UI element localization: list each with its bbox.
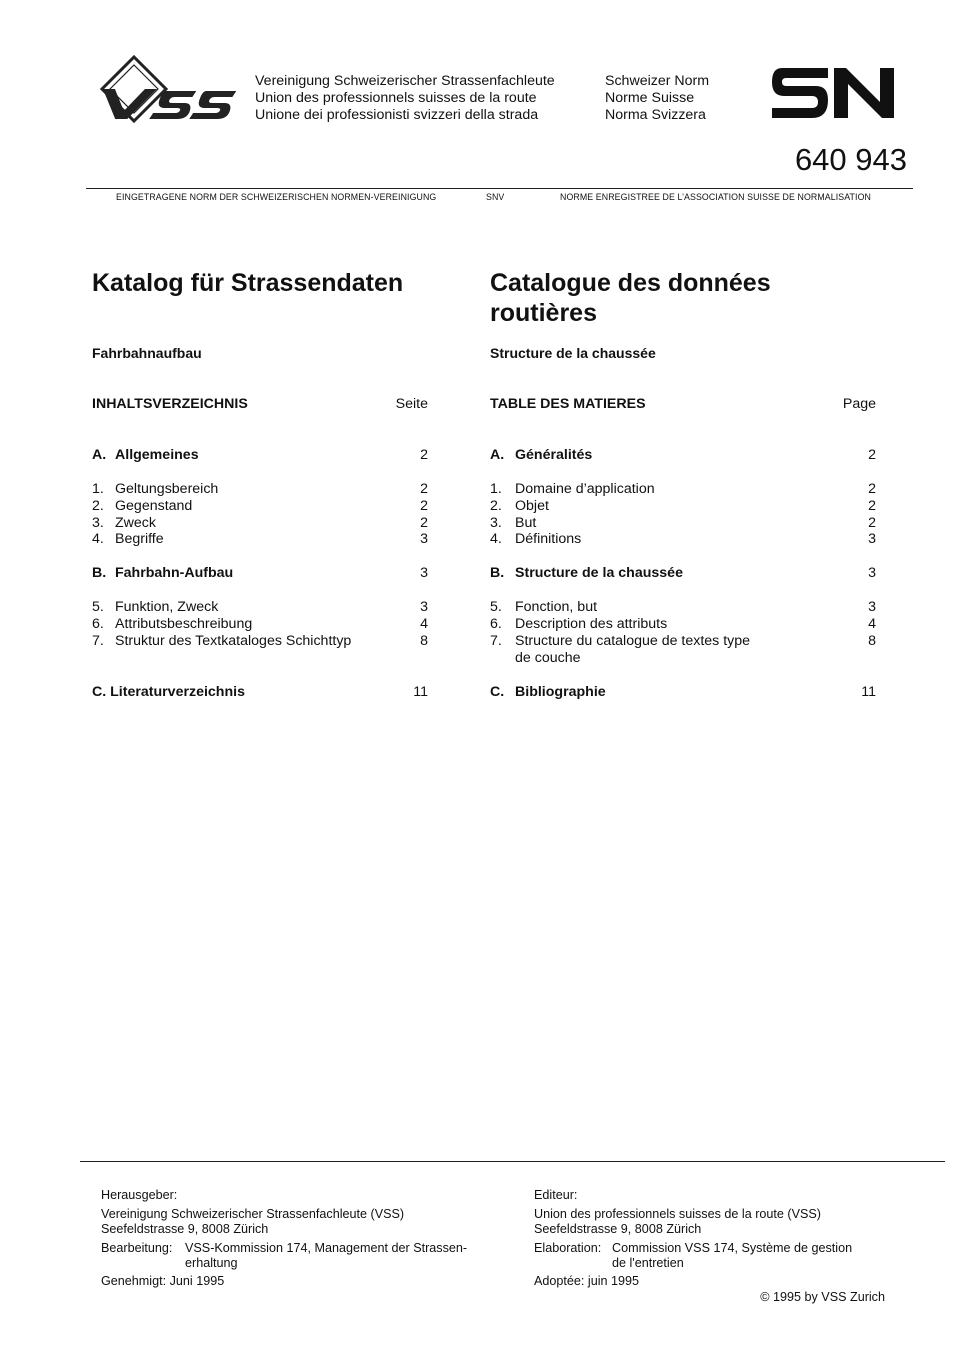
- norm-name-it: Norma Svizzera: [605, 107, 706, 123]
- editing-label-de: Bearbeitung:: [101, 1241, 173, 1255]
- toc-entry-number: 4.: [490, 531, 502, 547]
- org-name-it: Unione dei professionisti svizzeri della strada: [255, 107, 539, 123]
- toc-entry-number: 7.: [490, 633, 502, 649]
- footer-de: [101, 1188, 501, 1298]
- title-fr-line2: routières: [490, 299, 597, 327]
- toc-entry-number: 1.: [490, 481, 502, 497]
- toc-entry-text: Gegenstand: [115, 498, 193, 514]
- publisher-line2-de: Seefeldstrasse 9, 8008 Zürich: [101, 1222, 269, 1236]
- toc-entry-text: Définitions: [515, 531, 582, 547]
- toc-entry-text: Généralités: [515, 447, 593, 463]
- page-label-de: Seite: [395, 396, 428, 412]
- approved-de: Genehmigt: Juni 1995: [101, 1274, 225, 1288]
- toc-entry-text-continued: de couche: [515, 650, 581, 666]
- vss-logo: [96, 55, 238, 125]
- subtitle-de: Fahrbahnaufbau: [92, 345, 202, 361]
- publisher-line2-fr: Seefeldstrasse 9, 8008 Zürich: [534, 1222, 702, 1236]
- toc-entry-text: Domaine d’application: [515, 481, 655, 497]
- toc-entry-page: 11: [861, 684, 876, 700]
- title-de: Katalog für Strassendaten: [92, 269, 404, 297]
- title-fr: [490, 268, 771, 328]
- toc-entry-fr[interactable]: [490, 633, 876, 667]
- toc-entry-number: 6.: [490, 616, 502, 632]
- document-number: 640 943: [794, 142, 907, 177]
- subtitle-fr: Structure de la chaussée: [490, 345, 656, 361]
- toc-entry-number: 5.: [490, 599, 502, 615]
- toc-entry-number: 1.: [92, 481, 104, 497]
- sn-logo: [772, 68, 894, 118]
- toc-entry-page: 8: [420, 633, 428, 649]
- title-fr-line1: Catalogue des données: [490, 269, 771, 297]
- toc-entry-number: 5.: [92, 599, 104, 615]
- editing-label-fr: Elaboration:: [534, 1241, 602, 1255]
- header-rule: [86, 188, 913, 189]
- toc-entry-page: 11: [413, 684, 428, 700]
- toc-heading-de: INHALTSVERZEICHNIS: [92, 396, 248, 412]
- toc-entry-number: B.: [92, 565, 107, 581]
- norm-name-fr: Norme Suisse: [605, 90, 695, 106]
- registration-snv: SNV: [486, 192, 505, 202]
- publisher-label-fr: Editeur:: [534, 1188, 578, 1202]
- toc-entry-page: 3: [868, 565, 876, 581]
- toc-entry-text: Fonction, but: [515, 599, 598, 615]
- toc-entry-text: Funktion, Zweck: [115, 599, 219, 615]
- organisation-names: [255, 73, 555, 124]
- toc-entry-number: A.: [490, 447, 505, 463]
- page-label-fr: Page: [842, 396, 876, 412]
- toc-entry-text: Geltungsbereich: [115, 481, 219, 497]
- toc-entry-page: 2: [868, 447, 876, 463]
- org-name-fr: Union des professionnels suisses de la route: [255, 90, 537, 106]
- publisher-line1-de: Vereinigung Schweizerischer Strassenfachleute (VSS): [101, 1207, 405, 1221]
- toc-entry-text: Struktur des Textkataloges Schichttyp: [115, 633, 352, 649]
- toc-entry-number: B.: [490, 565, 505, 581]
- toc-entry-page: 2: [868, 498, 876, 514]
- toc-entry-text: Fahrbahn-Aufbau: [115, 565, 234, 581]
- toc-entry-number: 2.: [92, 498, 104, 514]
- toc-entry-text: But: [515, 515, 537, 531]
- toc-entry-page: 3: [868, 531, 876, 547]
- toc-entry-page: 4: [868, 616, 876, 632]
- editing-line1-de: VSS-Kommission 174, Management der Strassen-: [185, 1241, 468, 1255]
- toc-entry-text: Objet: [515, 498, 549, 514]
- editing-line2-de: erhaltung: [185, 1256, 238, 1270]
- toc-entry-number: 2.: [490, 498, 502, 514]
- editing-line2-fr: de l'entretien: [612, 1256, 684, 1270]
- toc-entry-page: 3: [868, 599, 876, 615]
- toc-entry-page: 2: [868, 481, 876, 497]
- toc-entry-page: 2: [420, 481, 428, 497]
- toc-entry-page: 2: [420, 498, 428, 514]
- toc-entry-text: Zweck: [115, 515, 156, 531]
- editing-line1-fr: Commission VSS 174, Système de gestion: [612, 1241, 853, 1255]
- approved-fr: Adoptée: juin 1995: [534, 1274, 640, 1288]
- toc-entry-page: 2: [420, 515, 428, 531]
- footer-rule: [80, 1161, 945, 1162]
- toc-entry-number: A.: [92, 447, 107, 463]
- toc-entry-page: 3: [420, 599, 428, 615]
- toc-heading-fr: TABLE DES MATIERES: [490, 396, 646, 412]
- toc-entry-number: C.: [490, 684, 505, 700]
- publisher-label-de: Herausgeber:: [101, 1188, 178, 1202]
- toc-entry-page: 8: [868, 633, 876, 649]
- toc-entry-number: 3.: [490, 515, 502, 531]
- toc-entry-page: 3: [420, 565, 428, 581]
- toc-entry-page: 3: [420, 531, 428, 547]
- toc-entry-text: Begriffe: [115, 531, 164, 547]
- copyright: © 1995 by VSS Zurich: [760, 1290, 885, 1304]
- toc-entry-number: 7.: [92, 633, 104, 649]
- publisher-line1-fr: Union des professionnels suisses de la route (VSS): [534, 1207, 822, 1221]
- toc-entry-text: C. Literaturverzeichnis: [92, 684, 245, 700]
- toc-entry-number: 4.: [92, 531, 104, 547]
- org-name-de: Vereinigung Schweizerischer Strassenfachleute: [255, 73, 555, 89]
- toc-entry-text: Attributsbeschreibung: [115, 616, 253, 632]
- toc-entry-text: Structure de la chaussée: [515, 565, 683, 581]
- toc-entry-number: 3.: [92, 515, 104, 531]
- toc-entry-page: 2: [420, 447, 428, 463]
- norm-names: [605, 73, 709, 124]
- toc-entry-text: Allgemeines: [115, 447, 199, 463]
- toc-entry-page: 2: [868, 515, 876, 531]
- registration-fr: NORME ENREGISTREE DE L’ASSOCIATION SUISSE DE NORMALISATION: [560, 192, 871, 202]
- norm-name-de: Schweizer Norm: [605, 73, 710, 89]
- toc-entry-number: 6.: [92, 616, 104, 632]
- toc-entry-text: Bibliographie: [515, 684, 606, 700]
- footer-fr: [534, 1188, 894, 1298]
- toc-entry-text: Description des attributs: [515, 616, 668, 632]
- toc-entry-text: Structure du catalogue de textes type: [515, 633, 751, 649]
- registration-de: EINGETRAGENE NORM DER SCHWEIZERISCHEN NORMEN-VEREINIGUNG: [116, 192, 437, 202]
- toc-entry-page: 4: [420, 616, 428, 632]
